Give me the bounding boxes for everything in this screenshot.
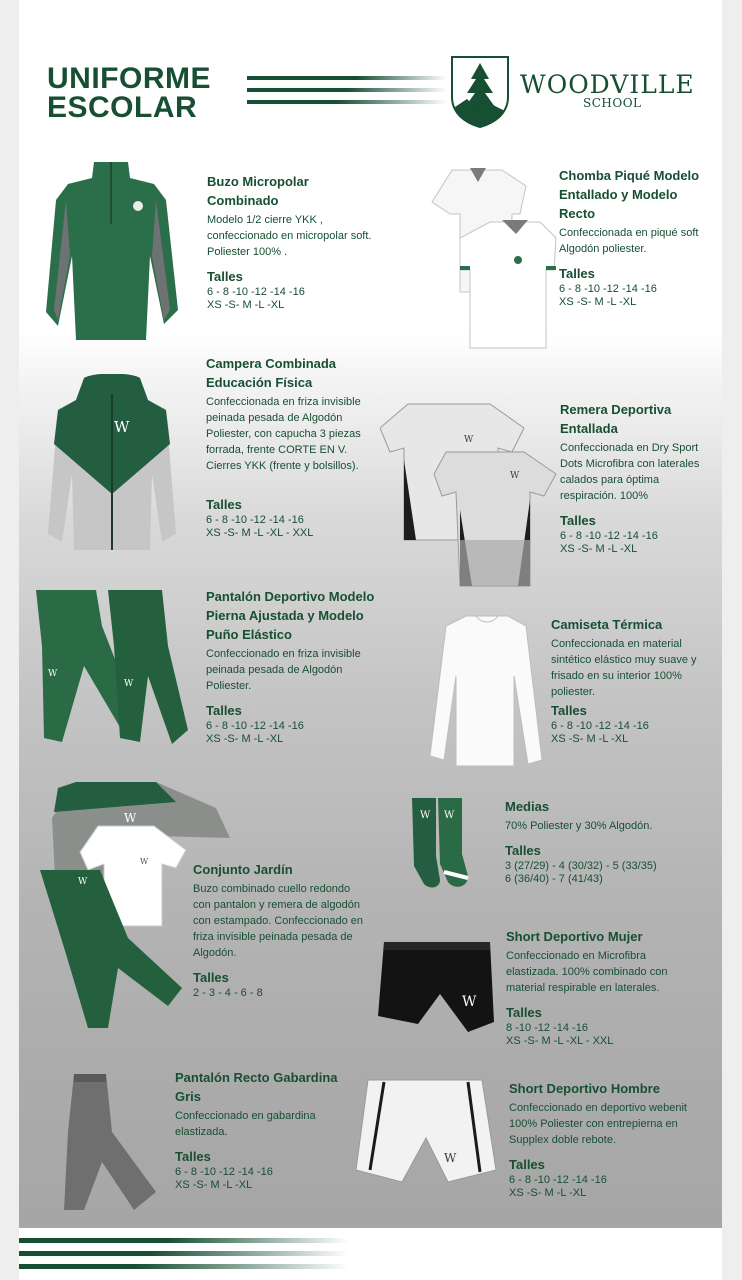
product-description: Buzo combinado cuello redondo con pantalon y remera de algodón con estampado. Confeccionado en friza invisible peinada pesada de Algodón. (193, 883, 364, 959)
product-remera-deportiva (560, 400, 705, 556)
product-description: Confeccionada en Dry Sport Dots Microfibra con laterales calados para óptima respiración. 100% (560, 442, 700, 502)
sizes-label: Talles (207, 269, 243, 284)
product-description: Confeccionada en piqué soft Algodón poliester. (559, 227, 699, 255)
sizes-numeric: 2 - 3 - 4 - 6 - 8 (193, 987, 263, 999)
product-name: Short Deportivo Mujer (506, 929, 643, 944)
sizes-numeric: 6 - 8 -10 -12 -14 -16 (559, 283, 657, 295)
product-name: Pantalón Recto Gabardina Gris (175, 1070, 338, 1104)
product-chomba-pique (559, 166, 709, 309)
product-name: Short Deportivo Hombre (509, 1081, 660, 1096)
sizes-numeric: 6 - 8 -10 -12 -14 -16 (206, 514, 304, 526)
footer-stripe (19, 1238, 349, 1243)
footer-stripe (19, 1251, 349, 1256)
page-title (47, 64, 211, 122)
sizes-letters: XS -S- M -L -XL (560, 543, 638, 555)
garment-letter: W (124, 679, 134, 689)
logo-subtitle: SCHOOL (583, 96, 642, 110)
gabardine-pants-image (62, 1072, 158, 1212)
pine-tree-shield-icon (449, 55, 511, 128)
product-name: Medias (505, 799, 550, 814)
sizes-label: Talles (560, 513, 596, 528)
garment-letter: W (140, 857, 149, 866)
product-pantalon-deportivo (206, 587, 378, 746)
women-shorts-image (378, 938, 494, 1034)
footer-stripe (19, 1264, 349, 1269)
product-description: Confeccionado en deportivo webenit 100% Poliester con entrepierna en Supplex doble rebote. (509, 1102, 687, 1146)
product-camiseta-termica (551, 615, 706, 746)
polo-shirts-image (430, 162, 560, 352)
sizes-numeric: 6 - 8 -10 -12 -14 -16 (509, 1174, 607, 1186)
thermal-shirt-image (430, 614, 544, 770)
product-name: Camiseta Térmica (551, 617, 663, 632)
sizes-label: Talles (509, 1157, 545, 1172)
garment-letter: W (464, 435, 474, 445)
product-name: Remera Deportiva Entallada (560, 402, 672, 436)
sizes-label: Talles (559, 266, 595, 281)
sizes-letters: XS -S- M -L -XL - XXL (506, 1035, 614, 1047)
garment-letter: W (510, 471, 520, 481)
sizes-letters: XS -S- M -L -XL - XXL (206, 527, 314, 539)
sport-tshirts-image (380, 400, 558, 588)
sizes-label: Talles (206, 497, 242, 512)
sizes-label: Talles (506, 1005, 542, 1020)
product-description: Confeccionado en Microfibra elastizada. 100% combinado con material respirable en laterales. (506, 950, 668, 994)
sizes-letters: XS -S- M -L -XL (175, 1179, 253, 1191)
sport-pants-image (32, 586, 194, 748)
fleece-pullover-image (42, 160, 182, 342)
product-medias (505, 797, 705, 886)
sizes-label: Talles (206, 703, 242, 718)
garment-letter: W (48, 669, 58, 679)
product-name: Buzo Micropolar Combinado (207, 174, 309, 208)
product-short-mujer (506, 927, 696, 1048)
product-description: Confeccionado en friza invisible peinada pesada de Algodón Poliester. (206, 648, 361, 692)
garment-letter: W (462, 994, 477, 1010)
sizes-letters: XS -S- M -L -XL (551, 733, 629, 745)
sizes-numeric: 6 - 8 -10 -12 -14 -16 (206, 720, 304, 732)
product-name: Campera Combinada Educación Física (206, 356, 337, 390)
header-stripe (247, 100, 447, 104)
garment-letter: W (124, 811, 137, 825)
men-shorts-image (356, 1078, 496, 1184)
product-short-hombre (509, 1079, 701, 1200)
garment-letter: W (420, 810, 431, 821)
sizes-letters: XS -S- M -L -XL (207, 299, 285, 311)
title-line-2: ESCOLAR (47, 91, 198, 124)
product-name: Pantalón Deportivo Modelo Pierna Ajustada y Modelo Puño Elástico (206, 589, 375, 642)
product-description: Confeccionada en material sintético elástico muy suave y frisado en su interior 100% poliester. (551, 638, 697, 698)
sizes-label: Talles (551, 703, 587, 718)
product-description: Confeccionada en friza invisible peinada pesada de Algodón Poliester, con capucha 3 piezas forrada, frente CORTE EN V. Cierres YKK (frente y bolsillos). (206, 396, 361, 472)
product-description: Modelo 1/2 cierre YKK , confeccionado en micropolar soft. Poliester 100% . (207, 214, 372, 258)
sizes-numeric: 6 - 8 -10 -12 -14 -16 (551, 720, 649, 732)
product-buzo-micropolar (207, 172, 372, 312)
socks-image (410, 796, 472, 892)
hooded-jacket-image (44, 374, 180, 554)
sizes-numeric: 6 - 8 -10 -12 -14 -16 (560, 530, 658, 542)
header-stripe (247, 88, 447, 92)
header-stripe (247, 76, 447, 80)
product-description: Confeccionado en gabardina elastizada. (175, 1110, 316, 1138)
sizes-letters: XS -S- M -L -XL (559, 296, 637, 308)
product-campera-combinada (206, 354, 376, 540)
sizes-letters: 6 (36/40) - 7 (41/43) (505, 873, 603, 885)
sizes-numeric: 6 - 8 -10 -12 -14 -16 (175, 1166, 273, 1178)
title-line-1: UNIFORME (47, 62, 211, 95)
sizes-label: Talles (505, 843, 541, 858)
sizes-label: Talles (175, 1149, 211, 1164)
garment-letter: W (78, 877, 88, 887)
product-conjunto-jardin (193, 860, 365, 1000)
sizes-label: Talles (193, 970, 229, 985)
garment-letter: W (444, 1151, 457, 1165)
sizes-numeric: 6 - 8 -10 -12 -14 -16 (207, 286, 305, 298)
sizes-letters: XS -S- M -L -XL (206, 733, 284, 745)
sizes-letters: XS -S- M -L -XL (509, 1187, 587, 1199)
product-pantalon-gabardina (175, 1068, 340, 1192)
sizes-numeric: 3 (27/29) - 4 (30/32) - 5 (33/35) (505, 860, 657, 872)
product-description: 70% Poliester y 30% Algodón. (505, 820, 653, 832)
logo-wordmark: WOODVILLE (520, 70, 695, 99)
garment-letter: W (114, 418, 130, 436)
garment-letter: W (444, 810, 455, 821)
product-name: Chomba Piqué Modelo Entallado y Modelo Recto (559, 168, 700, 221)
product-name: Conjunto Jardín (193, 862, 293, 877)
sizes-numeric: 8 -10 -12 -14 -16 (506, 1022, 588, 1034)
